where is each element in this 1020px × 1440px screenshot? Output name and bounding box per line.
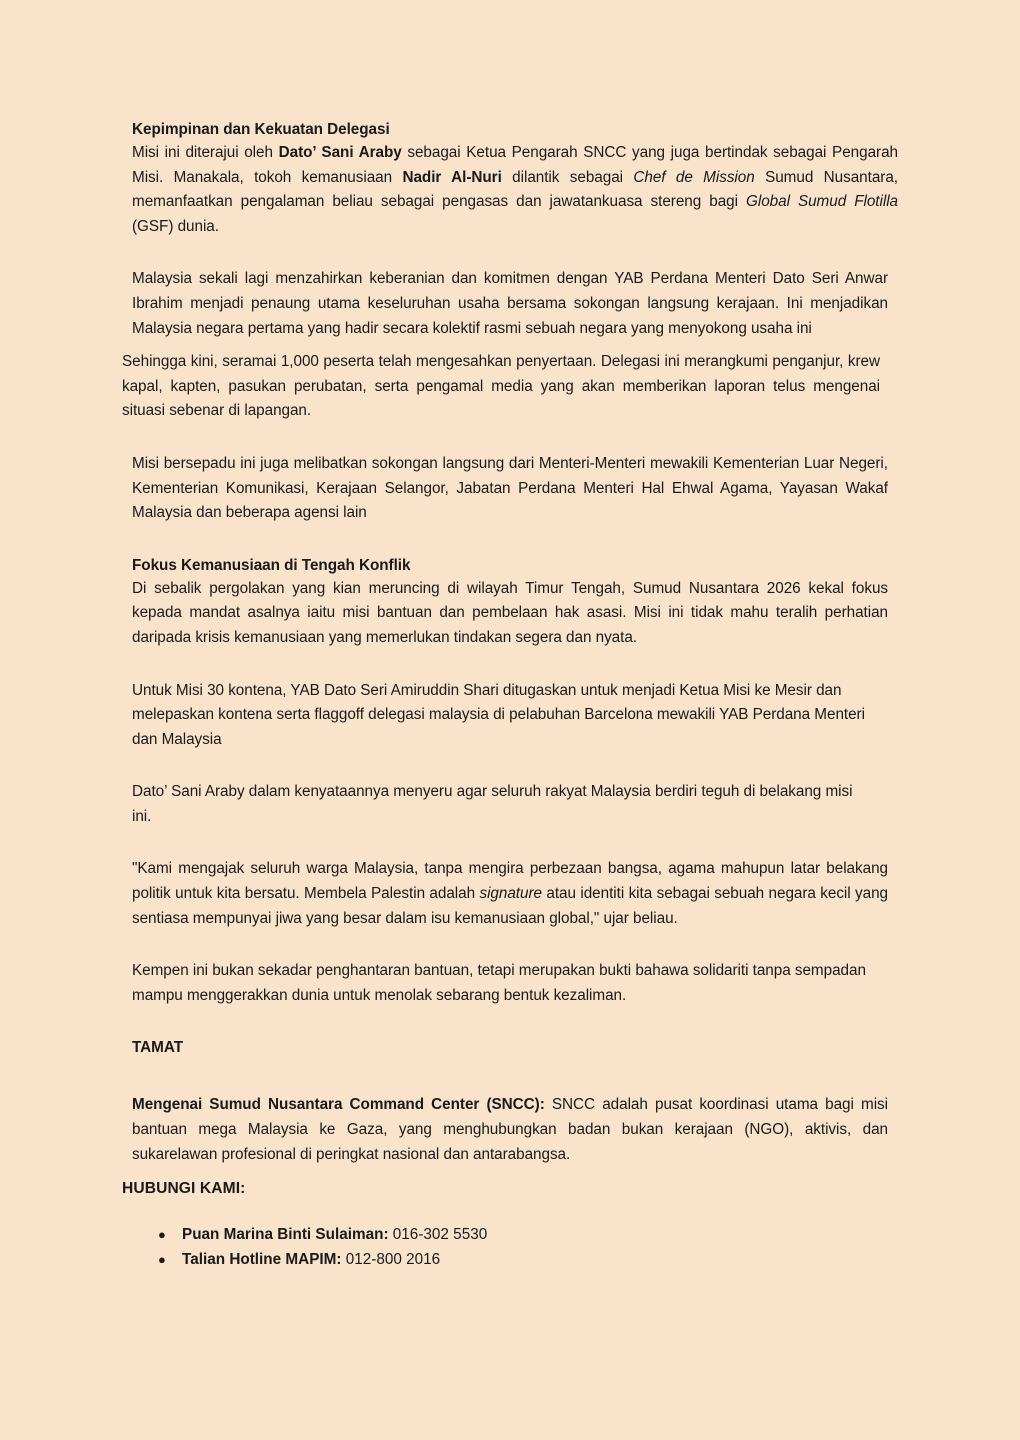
list-item: [150, 1222, 487, 1247]
bullet-icon: ●: [158, 1252, 166, 1267]
leadership-text-2: sebagai Ketua Pengarah SNCC yang juga bertindak sebagai Pengarah Misi. Manakala, tokoh kemanusiaan: [132, 144, 898, 186]
label-tamat: TAMAT: [132, 1039, 184, 1057]
heading-fokus: Fokus Kemanusiaan di Tengah Konflik: [132, 556, 411, 574]
paragraph-fokus: Di sebalik pergolakan yang kian meruncing di wilayah Timur Tengah, Sumud Nusantara 2026 kekal fokus kepada mandat asalnya iaitu misi bantuan dan pembelaan hak asasi. Misi ini tidak mahu teralih perhatian daripada krisis kemanusiaan yang memerlukan tindakan segera dan nyata.: [132, 579, 888, 646]
bullet-icon: ●: [158, 1227, 166, 1242]
list-item: [150, 1247, 487, 1272]
spacer: [132, 341, 898, 350]
spacer: [132, 1059, 898, 1093]
paragraph-kementerian: Misi bersepadu ini juga melibatkan sokongan langsung dari Menteri-Menteri mewakili Kementerian Luar Negeri, Kementerian Komunikasi, Kerajaan Selangor, Jabatan Perdana Menteri Hal Ehwal Agama, Yayasan Wakaf Malaysia dan beberapa agensi lain: [132, 454, 888, 522]
quote-text-2: atau identiti kita sebagai sebuah negara kecil yang sentiasa mempunyai jiwa yang besar dalam isu kemanusiaan global," ujar beliau.: [132, 885, 888, 927]
paragraph-peserta: Sehingga kini, seramai 1,000 peserta telah mengesahkan penyertaan. Delegasi ini merangkumi penganjur, krew kapal, kapten, pasukan perubatan, serta pengamal media yang akan memberikan laporan telus mengenai situasi sebenar di lapangan.: [122, 353, 880, 420]
quote-emphasis-signature: signature: [479, 885, 542, 903]
spacer: [132, 239, 898, 267]
contact-phone: 016-302 5530: [388, 1226, 488, 1243]
contact-name: Puan Marina Binti Sulaiman:: [182, 1226, 389, 1243]
spacer: [132, 526, 898, 554]
paragraph-about-sncc: [132, 1093, 888, 1167]
leadership-text-5: (GSF) dunia.: [132, 217, 219, 235]
paragraph-kontena: Untuk Misi 30 kontena, YAB Dato Seri Amiruddin Shari ditugaskan untuk menjadi Ketua Misi ke Mesir dan melepaskan kontena serta flaggoff delegasi malaysia di pelabuhan Barcelona mewakili YAB Perdana Menteri dan Malaysia: [132, 681, 865, 748]
about-sncc-label: Mengenai Sumud Nusantara Command Center (SNCC):: [132, 1096, 545, 1114]
title-chef-de-mission: Chef de Mission: [633, 168, 755, 186]
paragraph-quote: [132, 857, 888, 931]
paragraph-malaysia: Malaysia sekali lagi menzahirkan keberanian dan komitmen dengan YAB Perdana Menteri Dato Seri Anwar Ibrahim menjadi penaung utama keseluruhan usaha bersama sokongan langsung kerajaan. Ini menjadikan Malaysia negara pertama yang hadir secara kolektif rasmi sebuah negara yang menyokong usaha ini: [132, 270, 888, 337]
spacer: [132, 931, 898, 959]
spacer: [132, 1008, 898, 1036]
contact-list: [150, 1222, 487, 1272]
leadership-text-4: Sumud Nusantara, memanfaatkan pengalaman beliau sebagai pengasas dan jawatankuasa stereng bagi: [132, 168, 898, 211]
contact-name: Talian Hotline MAPIM:: [182, 1251, 342, 1268]
org-global-sumud-flotilla: Global Sumud Flotilla: [746, 193, 899, 211]
paragraph-leadership: [132, 141, 898, 239]
document-body: [122, 118, 899, 1167]
spacer: [132, 829, 898, 857]
heading-hubungi-kami: HUBUNGI KAMI:: [122, 1180, 246, 1197]
person-dato-sani-araby: Dato’ Sani Araby: [278, 144, 402, 161]
contact-phone: 012-800 2016: [341, 1251, 441, 1268]
spacer: [132, 651, 898, 679]
person-nadir-al-nuri: Nadir Al-Nuri: [402, 168, 502, 186]
leadership-text-3: dilantik sebagai: [501, 168, 634, 186]
leadership-text-1: Misi ini diterajui oleh: [132, 144, 279, 161]
quote-text-1: "Kami mengajak seluruh warga Malaysia, tanpa mengira perbezaan bangsa, agama mahupun latar belakang politik untuk kita bersatu. Membela Palestin adalah: [132, 860, 888, 903]
about-sncc-text: SNCC adalah pusat koordinasi utama bagi misi bantuan mega Malaysia ke Gaza, yang menghubungkan badan bukan kerajaan (NGO), aktivis, dan sukarelawan profesional di peringkat nasional dan antarabangsa.: [132, 1096, 888, 1163]
spacer: [132, 424, 898, 452]
paragraph-seruan: Dato’ Sani Araby dalam kenyataannya menyeru agar seluruh rakyat Malaysia berdiri teguh di belakang misi ini.: [132, 783, 853, 825]
paragraph-kempen: Kempen ini bukan sekadar penghantaran bantuan, tetapi merupakan bukti bahawa solidariti tanpa sempadan mampu menggerakkan dunia untuk menolak sebarang bentuk kezaliman.: [132, 962, 866, 1004]
spacer: [132, 752, 898, 780]
heading-kepimpinan: Kepimpinan dan Kekuatan Delegasi: [132, 121, 390, 138]
